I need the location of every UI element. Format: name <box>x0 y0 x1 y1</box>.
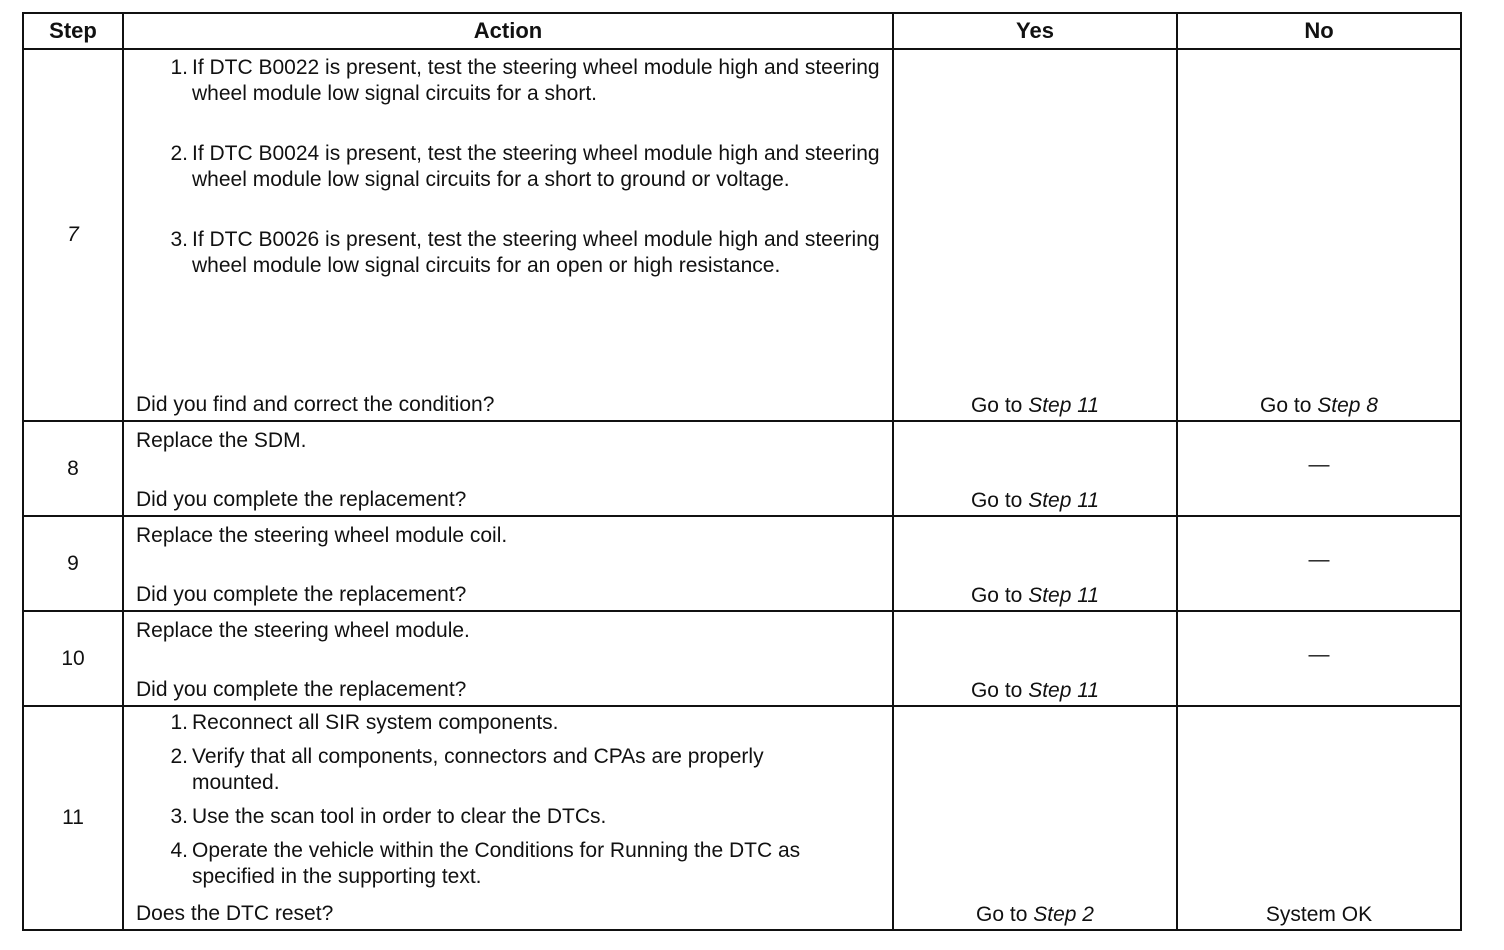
action-cell <box>123 516 893 611</box>
yes-link: Go to Step 11 <box>970 489 1100 512</box>
no-link: Go to Step 8 <box>1260 394 1378 417</box>
diagnostic-table <box>22 12 1462 931</box>
no-dash: — <box>1308 452 1330 476</box>
no-result: System OK <box>1265 903 1373 926</box>
no-cell <box>1177 706 1461 930</box>
list-item: 1. If DTC B0022 is present, test the steering wheel module high and steering wheel module low signal circuits for a short. <box>170 56 880 105</box>
yes-link: Go to Step 11 <box>970 584 1100 607</box>
step-number: 9 <box>23 516 123 611</box>
list-item: 4. Operate the vehicle within the Conditions for Running the DTC as specified in the supporting text. <box>170 839 801 888</box>
list-item: 1. Reconnect all SIR system components. <box>170 711 559 734</box>
question-text: Did you complete the replacement? <box>136 583 467 606</box>
no-cell <box>1177 611 1461 706</box>
action-list <box>124 707 892 890</box>
no-cell <box>1177 49 1461 421</box>
yes-link: Go to Step 11 <box>970 394 1100 417</box>
question-text: Does the DTC reset? <box>136 902 334 925</box>
list-item: 2. Verify that all components, connectors and CPAs are properly mounted. <box>170 745 764 794</box>
yes-link: Go to Step 2 <box>976 903 1094 926</box>
table-row <box>23 421 1461 516</box>
table-row <box>23 706 1461 930</box>
yes-cell <box>893 421 1177 516</box>
question-text: Did you find and correct the condition? <box>136 393 495 416</box>
table-row <box>23 516 1461 611</box>
step-number: 11 <box>23 706 123 930</box>
yes-link: Go to Step 11 <box>970 679 1100 702</box>
header-no: No <box>1177 13 1461 49</box>
action-text: Replace the steering wheel module coil. <box>136 524 508 547</box>
header-action: Action <box>123 13 893 49</box>
list-item: 3. If DTC B0026 is present, test the steering wheel module high and steering wheel module low signal circuits for an open or high resistance. <box>170 228 880 277</box>
list-item: 2. If DTC B0024 is present, test the steering wheel module high and steering wheel module low signal circuits for a short to ground or voltage. <box>170 142 880 191</box>
question-text: Did you complete the replacement? <box>136 678 467 701</box>
header-step: Step <box>23 13 123 49</box>
no-cell <box>1177 421 1461 516</box>
action-text: Replace the SDM. <box>136 429 307 452</box>
no-cell <box>1177 516 1461 611</box>
yes-cell <box>893 611 1177 706</box>
action-list <box>124 50 892 279</box>
yes-cell <box>893 49 1177 421</box>
action-cell <box>123 611 893 706</box>
action-text: Replace the steering wheel module. <box>136 619 470 642</box>
step-number: 8 <box>23 421 123 516</box>
step-number: 7 <box>23 49 123 421</box>
step-number: 10 <box>23 611 123 706</box>
header-yes: Yes <box>893 13 1177 49</box>
no-dash: — <box>1308 547 1330 571</box>
action-cell <box>123 421 893 516</box>
header-row <box>23 13 1461 49</box>
table-row <box>23 611 1461 706</box>
action-cell <box>123 706 893 930</box>
action-cell <box>123 49 893 421</box>
yes-cell <box>893 516 1177 611</box>
question-text: Did you complete the replacement? <box>136 488 467 511</box>
no-dash: — <box>1308 642 1330 666</box>
yes-cell <box>893 706 1177 930</box>
table-row <box>23 49 1461 421</box>
list-item: 3. Use the scan tool in order to clear the DTCs. <box>170 805 607 828</box>
